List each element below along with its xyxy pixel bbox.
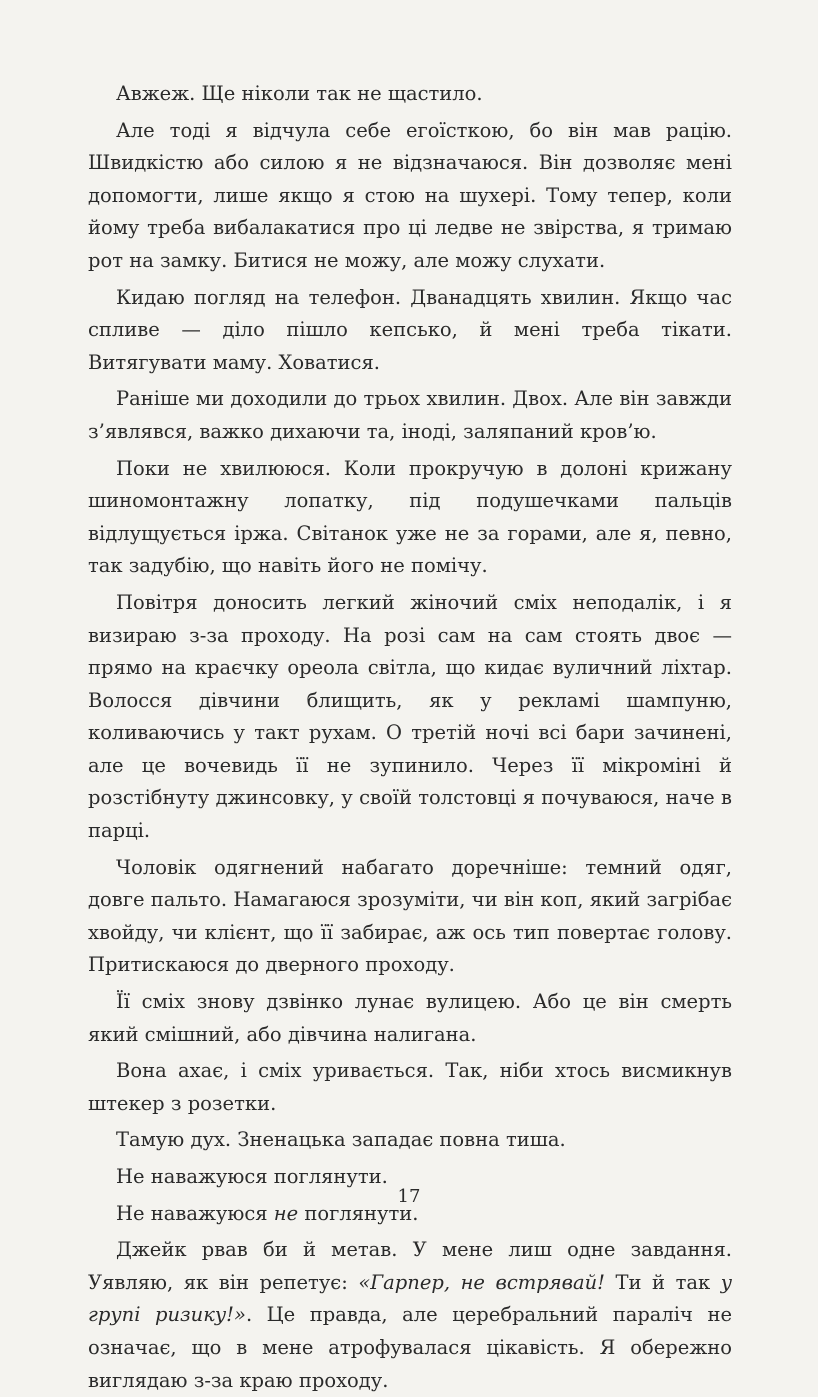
paragraph-text: Але тоді я відчула себе егоїсткою, бо він мав рацію. Швидкістю або силою я не відзначаюся. Він дозволяє мені допомогти, лише якщо я стою на шухері. Тому тепер, коли йому треба вибалакатися про ці ледве не звірства, я тримаю рот на замку. Битися не можу, але можу слухати. bbox=[88, 118, 732, 272]
paragraph-text: Не наважуюся поглянути. bbox=[116, 1165, 388, 1188]
paragraph-text: Не наважуюся bbox=[116, 1201, 274, 1225]
paragraph-text: Авжеж. Ще ніколи так не щастило. bbox=[116, 82, 483, 105]
paragraph-text: Джейк рвав би й метав. У мене лиш одне завдання. Уявляю, як він репетує: bbox=[88, 1238, 732, 1294]
paragraph-text: Кидаю погляд на телефон. Дванадцять хвилин. Якщо час спливе — діло пішло кепсько, й мені треба тікати. Витягувати маму. Ховатися. bbox=[88, 285, 732, 374]
paragraph-10 bbox=[88, 1124, 732, 1157]
italic-quote: «Гарпер, не встрявай! bbox=[358, 1270, 606, 1294]
paragraph-text: Поки не хвилююся. Коли прокручую в долоні крижану шиномонтажну лопатку, під подушечками пальців відлущується іржа. Світанок уже не за горами, але я, певно, так задубію, що навіть його не помічу. bbox=[88, 456, 732, 578]
paragraph-text: Її сміх знову дзвінко лунає вулицею. Або це він смерть який смішний, або дівчина налигана. bbox=[88, 990, 732, 1046]
italic-emphasis: не bbox=[273, 1201, 299, 1225]
paragraph-4 bbox=[88, 383, 732, 448]
paragraph-8 bbox=[88, 986, 732, 1051]
paragraph-2 bbox=[88, 115, 732, 278]
paragraph-7 bbox=[88, 852, 732, 982]
paragraph-5 bbox=[88, 453, 732, 583]
paragraph-1 bbox=[88, 78, 732, 111]
paragraph-9 bbox=[88, 1055, 732, 1120]
paragraph-text: Раніше ми доходили до трьох хвилин. Двох. Але він завжди з’являвся, важко дихаючи та, іноді, заляпаний кров’ю. bbox=[88, 387, 732, 443]
paragraph-text: Повітря доносить легкий жіночий сміх неподалік, і я визираю з-за проходу. На розі сам на сам стоять двоє — прямо на краєчку ореола світла, що кидає вуличний ліхтар. Волосся дівчини блищить, як у рекламі шампуню, коливаючись у такт рухам. О третій ночі всі бари зачинені, але це вочевидь її не зупинило. Через її мікроміні й розстібнуту джинсовку, у своїй толстовці я почуваюся, наче в парці. bbox=[88, 590, 732, 843]
paragraph-text: Тамую дух. Зненацька западає повна тиша. bbox=[116, 1128, 566, 1152]
paragraph-text: Чоловік одягнений набагато доречніше: темний одяг, довге пальто. Намагаюся зрозуміти, чи він коп, який загрібає хвойду, чи клієнт, що її забирає, аж ось тип повертає голову. Притискаюся до дверного проходу. bbox=[88, 855, 732, 977]
paragraph-text: Ти й так bbox=[605, 1270, 721, 1294]
paragraph-6 bbox=[88, 587, 732, 848]
italic-quote: у групі ризику!» bbox=[88, 1270, 732, 1327]
page-number: 17 bbox=[397, 1186, 421, 1207]
paragraph-text: поглянути. bbox=[298, 1201, 419, 1225]
paragraph-text: . Це правда, але церебральний параліч не означає, що в мене атрофувалася цікавість. Я обережно виглядаю з-за краю проходу. bbox=[88, 1303, 732, 1392]
paragraph-13 bbox=[88, 1234, 732, 1397]
paragraph-3 bbox=[88, 282, 732, 380]
paragraph-text: Вона ахає, і сміх уривається. Так, ніби хтось висмикнув штекер з розетки. bbox=[88, 1059, 732, 1115]
